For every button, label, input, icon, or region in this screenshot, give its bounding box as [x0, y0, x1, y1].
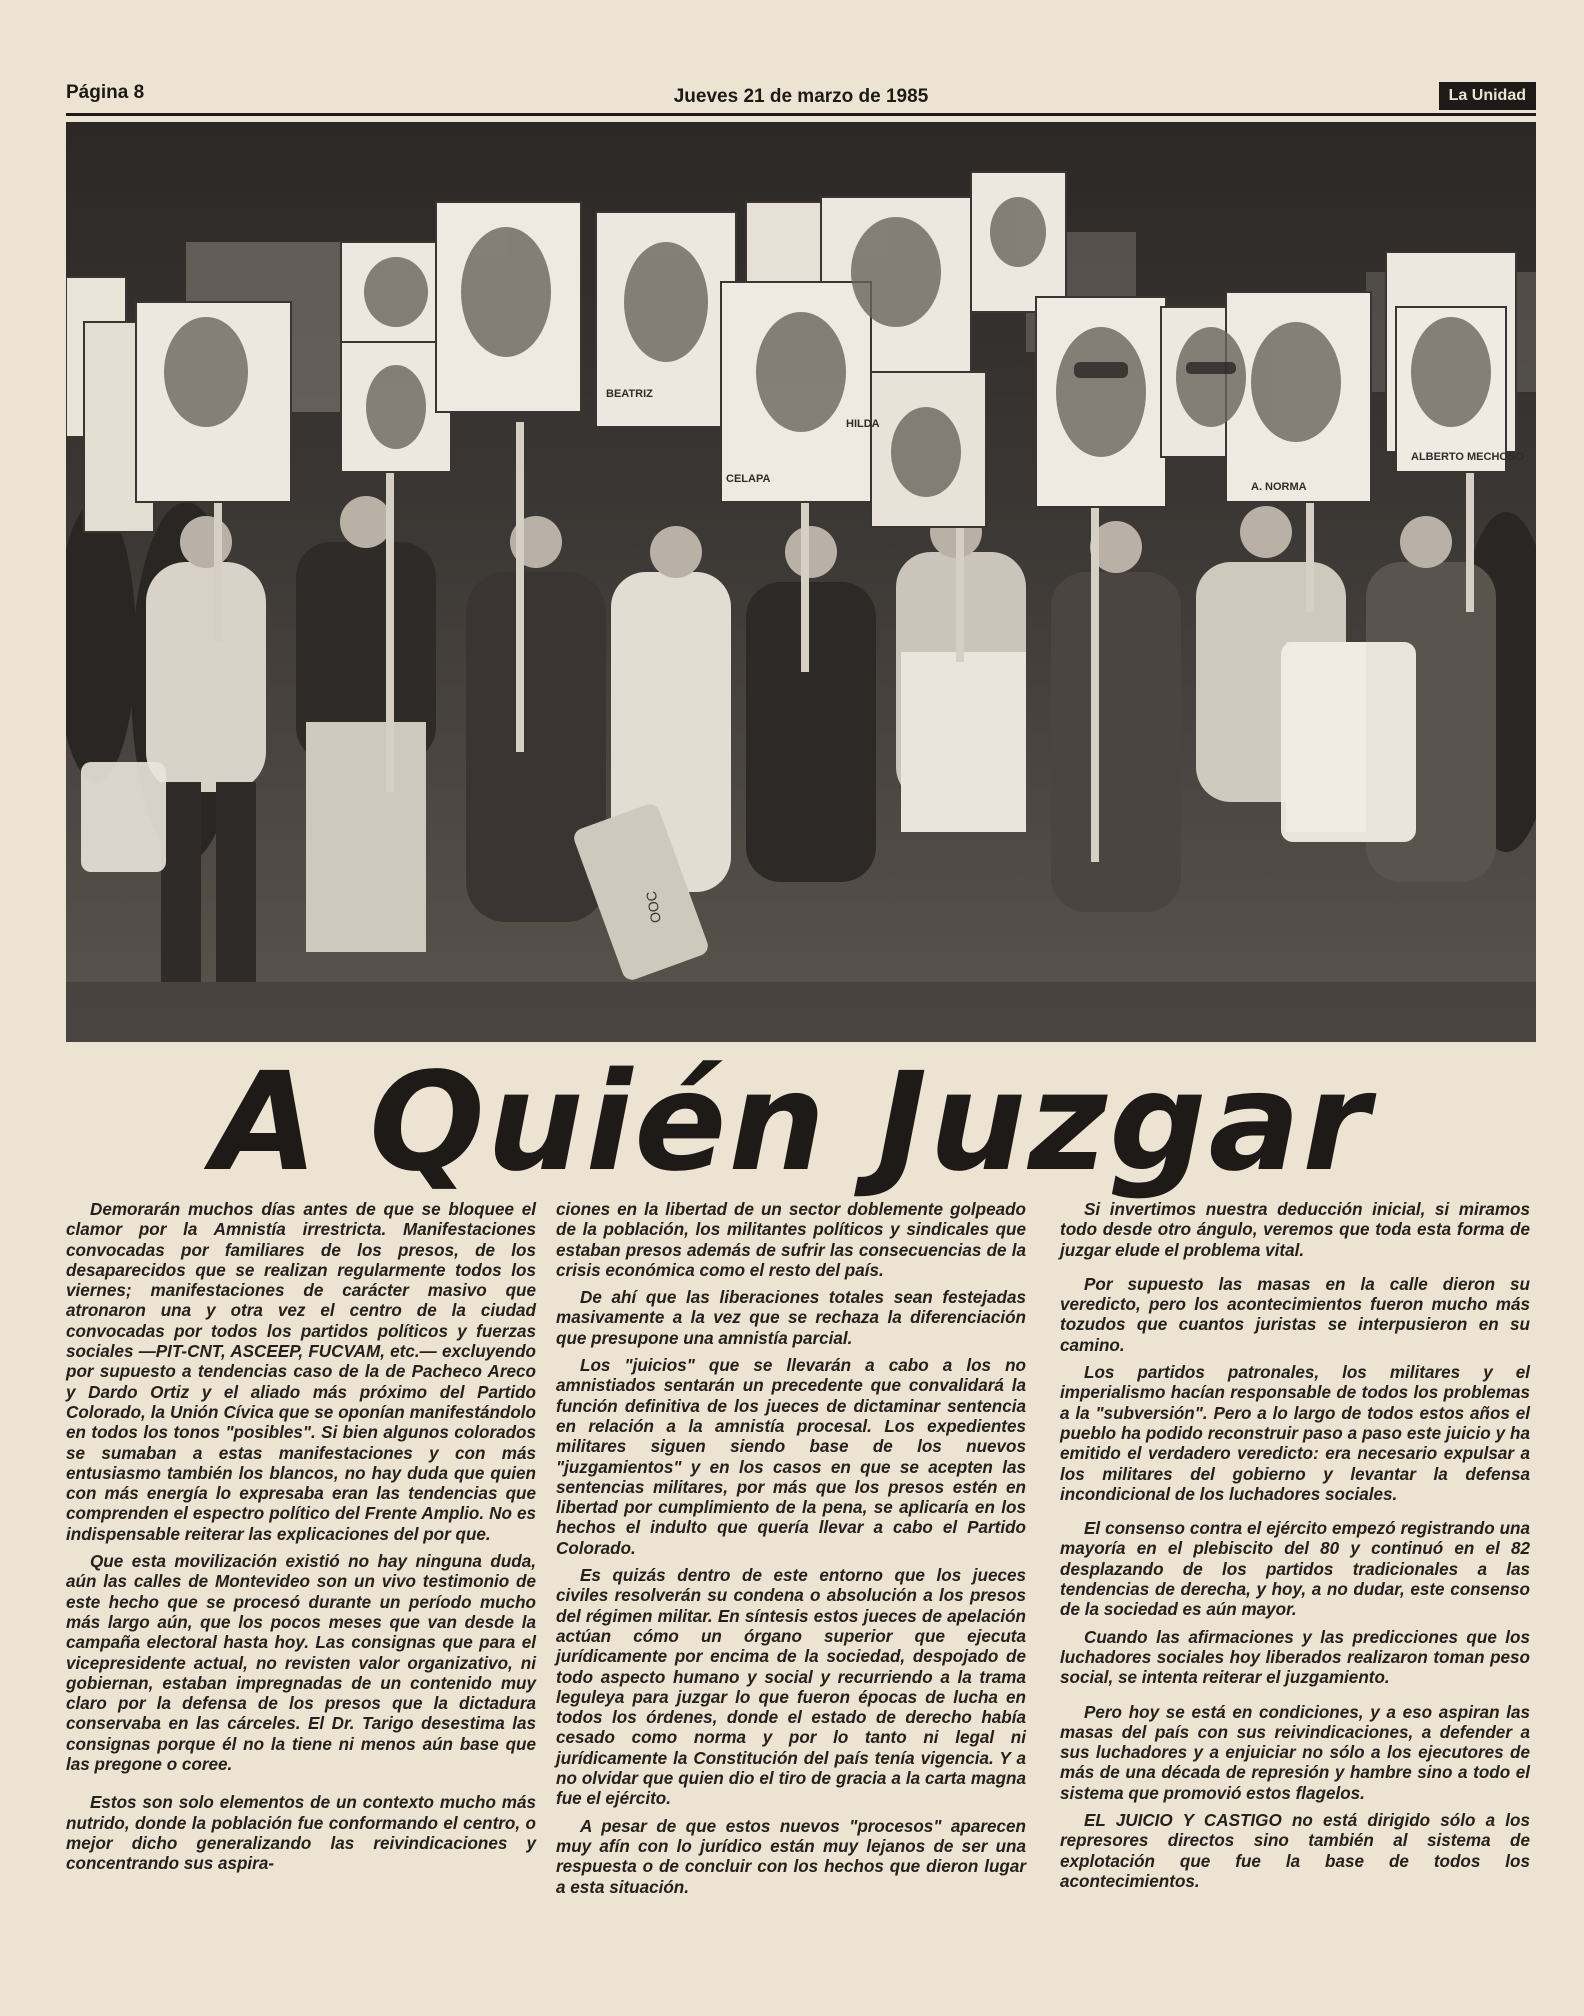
- paragraph: EL JUICIO Y CASTIGO no está dirigido sólo a los represores directos sino también al sistema de explotación que fue la base de todos los acontecimientos.: [1060, 1811, 1530, 1891]
- protest-photograph: [66, 122, 1536, 1042]
- publication-logo: La Unidad: [1439, 82, 1536, 110]
- article-column-1: [66, 1200, 536, 1882]
- article-headline: A Quién Juzgar: [212, 1044, 1372, 1202]
- sign-caption: CELAPA: [726, 473, 771, 485]
- issue-date: Jueves 21 de marzo de 1985: [673, 86, 929, 107]
- sign-caption: A. NORMA: [1251, 481, 1307, 493]
- article-column-3: [1060, 1200, 1530, 1899]
- bag-text: OOC: [642, 890, 664, 925]
- page-header: [66, 80, 1536, 110]
- paragraph: De ahí que las liberaciones totales sean festejadas masivamente a la vez que se rechaza la diferenciación que presupone una amnistía parcial.: [556, 1288, 1026, 1348]
- paragraph: Estos son solo elementos de un contexto mucho más nutrido, donde la población fue conformando el centro, o mejor dicho generalizando las reivindicaciones y concentrando sus aspira-: [66, 1793, 536, 1874]
- article-column-2: [556, 1200, 1026, 1905]
- paragraph: ciones en la libertad de un sector doblemente golpeado de la población, los militantes políticos y sindicales que estaban presos además de sufrir las consecuencias de la crisis económica como el resto del país.: [556, 1200, 1026, 1280]
- paragraph: A pesar de que estos nuevos "procesos" aparecen muy afín con lo jurídico están muy lejanos de ser una respuesta o de concluir con los hechos que dieron lugar a esta situación.: [556, 1816, 1026, 1897]
- paragraph: Si invertimos nuestra deducción inicial, si miramos todo desde otro ángulo, veremos que toda esta forma de juzgar elude el problema vital.: [1060, 1200, 1530, 1260]
- paragraph: Por supuesto las masas en la calle dieron su veredicto, pero los acontecimientos fueron mucho más tozudos que cuantos juristas se interpusieron en su camino.: [1060, 1274, 1530, 1355]
- paragraph: Los "juicios" que se llevarán a cabo a los no amnistiados sentarán un precedente que convalidará la función definitiva de los jueces de dictaminar sentencia en relación a la amnistía procesal. Los expedientes militares siguen siendo base de los nuevos "juzgamientos" y en los casos en que se acepten las sentencias militares, por más que los presos estén en libertad por cumplimiento de la pena, se aplicaría en los hechos el indulto que quería llevar a cabo el Partido Colorado.: [556, 1356, 1026, 1558]
- paragraph: Los partidos patronales, los militares y el imperialismo hacían responsable de todos los problemas a la "subversión". Pero a lo largo de todos estos años el pueblo ha podido reconstruir paso a paso este juicio y ha emitido el verdadero veredicto: era necesario expulsar a los militares del gobierno y levantar la defensa incondicional de los luchadores sociales.: [1060, 1363, 1530, 1504]
- header-rule: [66, 113, 1536, 116]
- paragraph: Que esta movilización existió no hay ninguna duda, aún las calles de Montevideo son un vivo testimonio de este hecho que se procesó durante un período mucho más largo aún, que los pocos meses que van desde la campaña electoral hasta hoy. Las consignas que para el vicepresidente actual, no revisten valor organizativo, ni gobiernan, estaban impregnadas de un contenido muy claro por la defensa de los presos que la dictadura conservaba en las cárceles. El Dr. Tarigo desestima las consignas porque él no la tiene ni menos aún base que las pregone o coree.: [66, 1552, 536, 1775]
- sign-caption: HILDA: [846, 418, 880, 430]
- photo-illustration: [66, 122, 1536, 1042]
- paragraph: El consenso contra el ejército empezó registrando una mayoría en el plebiscito del 80 y continuó en el 82 desplazando de los partidos tradicionales a las tendencias de derecha, y hoy, a no dudar, este consenso de la sociedad es aún mayor.: [1060, 1519, 1530, 1620]
- paragraph: Demorarán muchos días antes de que se bloquee el clamor por la Amnistía irrestricta. Manifestaciones convocadas por familiares de los presos, de los desaparecidos que se realizan regularmente todos los viernes; manifestaciones de carácter masivo que atronaron una y otra vez el centro de la ciudad convocadas por todos los partidos políticos y fuerzas sociales —PIT-CNT, ASCEEP, FUCVAM, etc.— excluyendo por supuesto a tendencias caso de la de Pacheco Areco y Dardo Ortiz y el aliado más próximo del Partido Colorado, la Unión Cívica que se oponían manifestándolo en todos los tonos "posibles". Si bien algunos colorados se sumaban a estas manifestaciones y con más entusiasmo también los blancos, no hay duda que quien con más energía lo expresaba eran las tendencias que comprenden el espectro político del Frente Amplio. No es indispensable reiterar las explicaciones del por que.: [66, 1200, 536, 1544]
- paragraph: Cuando las afirmaciones y las predicciones que los luchadores sociales hoy liberados realizaron toman peso social, se intenta reiterar el juzgamiento.: [1060, 1627, 1530, 1688]
- paragraph: Es quizás dentro de este entorno que los jueces civiles resolverán su condena o absolución a los presos del régimen militar. En síntesis estos jueces de apelación actúan cómo un órgano superior que ejecuta jurídicamente por encima de la sociedad, despojado de todo aspecto humano y social y recurriendo a la trama leguleya para juzgar lo que fueron épocas de lucha en todos los órdenes, donde el estado de derecho había cesado como norma y por lo tanto ni legal ni jurídicamente la Constitución del país tenía vigencia. Y a no olvidar que quien dio el tiro de gracia a la carta magna fue el ejército.: [556, 1566, 1026, 1809]
- sign-caption: BEATRIZ: [606, 388, 653, 400]
- paragraph: Pero hoy se está en condiciones, y a eso aspiran las masas del país con sus reivindicaciones, a defender a sus luchadores y a enjuiciar no sólo a los ejecutores de más de una década de represión y hambre sino a todo el sistema que promovió estos flagelos.: [1060, 1702, 1530, 1803]
- sign-caption: ALBERTO MECHOSO: [1411, 451, 1524, 463]
- page-number: Página 8: [66, 82, 145, 103]
